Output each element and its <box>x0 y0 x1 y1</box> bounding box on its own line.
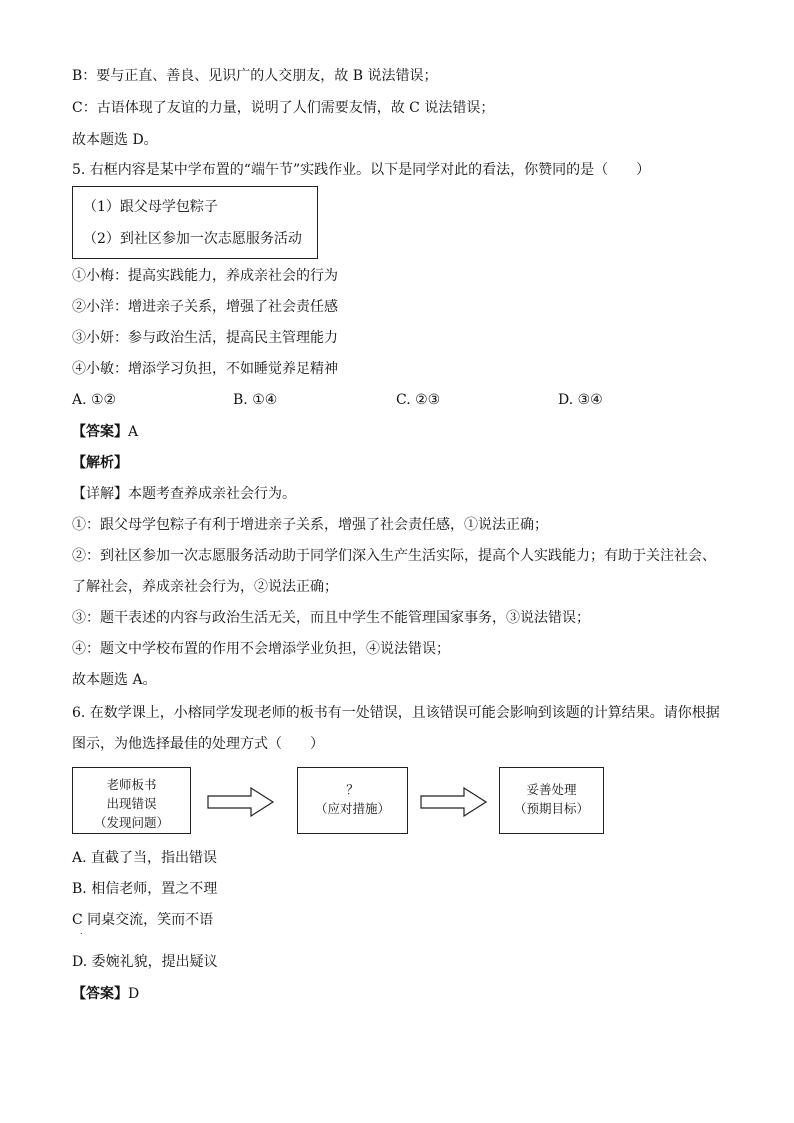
homework-box <box>72 186 318 259</box>
statement-3: ③小妍：参与政治生活，提高民主管理能力 <box>72 330 338 346</box>
question-5: 5. 右框内容是某中学布置的“端午节”实践作业。以下是同学对此的看法，你赞同的是（ ） <box>72 162 651 178</box>
option-5-a: A. ①② <box>72 392 117 408</box>
homework-item-2: （2）到社区参加一次志愿服务活动 <box>83 231 302 247</box>
flow-box-response <box>297 767 408 834</box>
flow-box-problem-line-1: 老师板书 <box>106 777 157 792</box>
detail-line: 【详解】本题考查养成亲社会行为。 <box>72 486 296 502</box>
option-6-c: C 同桌交流，笑而不语 <box>72 912 214 928</box>
flow-box-problem-line-2: 出现错误 <box>106 796 157 811</box>
answer-5 <box>72 422 138 442</box>
answer-6 <box>72 984 139 1004</box>
option-5-c: C. ②③ <box>396 392 441 408</box>
flow-box-problem <box>72 767 191 834</box>
flow-box-response-line-1: ？ <box>346 782 359 797</box>
option-6-a: A. 直截了当，指出错误 <box>72 850 218 866</box>
statement-4: ④小敏：增添学习负担，不如睡觉养足精神 <box>72 361 338 377</box>
option-5-b: B. ①④ <box>233 392 278 408</box>
flow-box-goal-line-2: （预期目标） <box>513 801 589 816</box>
flow-box-goal <box>499 767 604 834</box>
question-6-line-2: 图示，为他选择最佳的处理方式（ ） <box>72 736 324 752</box>
explanation-3: ③：题干表述的内容与政治生活无关，而且中学生不能管理国家事务，③说法错误； <box>72 610 590 626</box>
text-line-b: B：要与正直、善良、见识广的人交朋友，故 B 说法错误； <box>72 68 438 84</box>
flow-arrow-1-icon <box>207 787 275 817</box>
analysis-label: 【解析】 <box>72 455 128 471</box>
statement-1: ①小梅：提高实践能力，养成亲社会的行为 <box>72 268 338 284</box>
question-6-line-1: 6. 在数学课上，小榕同学发现老师的板书有一处错误，且该错误可能会影响到该题的计算结果。请你根据 <box>72 705 720 721</box>
answer-label: 【答案】 <box>72 424 128 440</box>
explanation-4: ④：题文中学校布置的作用不会增添学业负担，④说法错误； <box>72 641 450 657</box>
explanation-1: ①：跟父母学包粽子有利于增进亲子关系，增强了社会责任感，①说法正确； <box>72 517 548 533</box>
flow-arrow-2-icon <box>420 787 488 817</box>
option-5-d: D. ③④ <box>558 392 603 408</box>
conclusion-5: 故本题选 A。 <box>72 672 157 688</box>
explanation-2a: ②：到社区参加一次志愿服务活动助于同学们深入生产生活实际，提高个人实践能力；有助于关注社会、 <box>72 548 716 564</box>
flow-box-problem-line-3: （发现问题） <box>93 815 169 830</box>
option-6-b: B. 相信老师，置之不理 <box>72 881 218 897</box>
homework-item-1: （1）跟父母学包粽子 <box>83 199 218 215</box>
answer-value: A <box>128 424 139 440</box>
option-6-d: D. 委婉礼貌，提出疑议 <box>72 954 218 970</box>
answer-6-value: D <box>128 986 140 1002</box>
flow-box-response-line-2: （应对措施） <box>314 801 390 816</box>
answer-6-label: 【答案】 <box>72 986 128 1002</box>
option-6-c-dot: . <box>80 927 83 936</box>
flow-box-goal-line-1: 妥善处理 <box>526 782 577 797</box>
text-line-conclusion: 故本题选 D。 <box>72 132 158 148</box>
explanation-2b: 了解社会，养成亲社会行为，②说法正确； <box>72 579 338 595</box>
statement-2: ②小洋：增进亲子关系，增强了社会责任感 <box>72 299 338 315</box>
text-line-c: C：古语体现了友谊的力量，说明了人们需要友情，故 C 说法错误； <box>72 100 495 116</box>
